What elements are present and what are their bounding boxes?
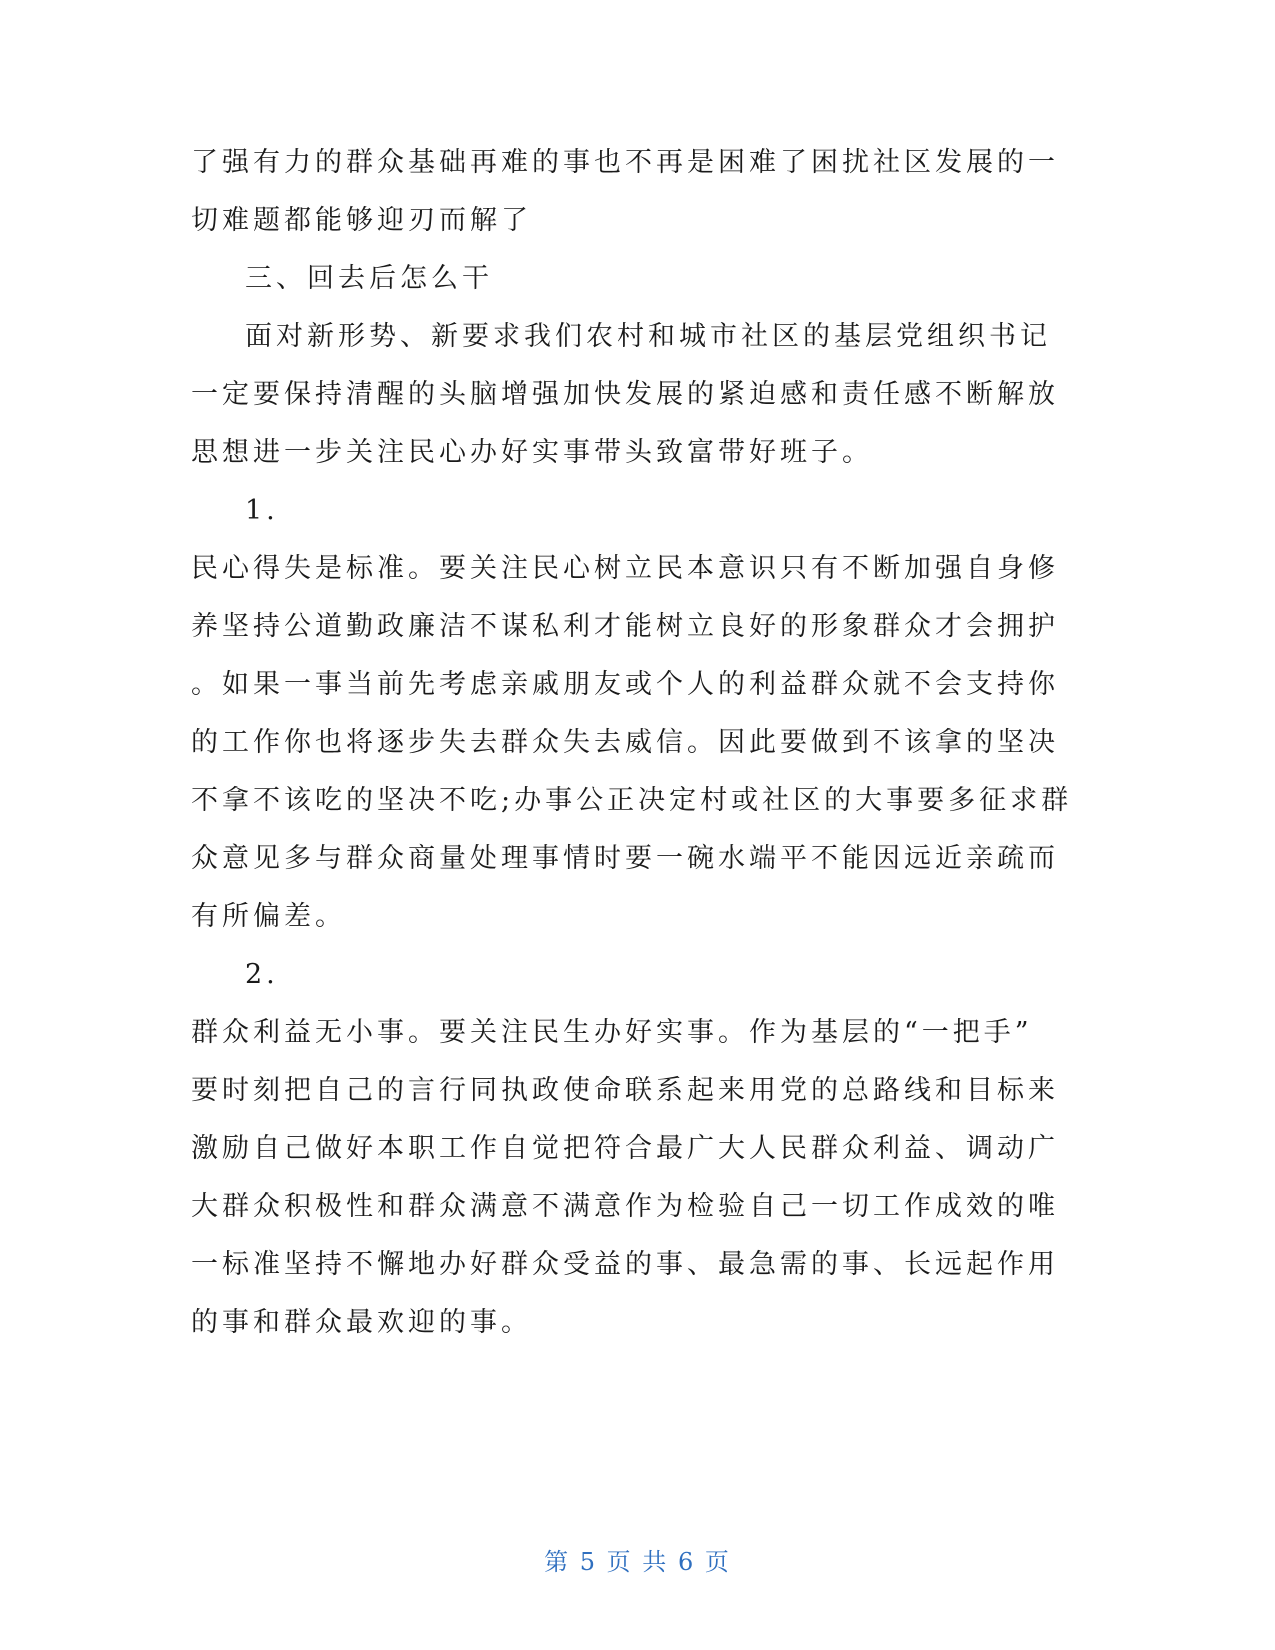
body-line: 一标准坚持不懈地办好群众受益的事、最急需的事、长远起作用 [191,1249,1059,1280]
body-line: 民心得失是标准。要关注民心树立民本意识只有不断加强自身修 [191,553,1059,584]
body-line: 不拿不该吃的坚决不吃;办事公正决定村或社区的大事要多征求群 [191,785,1073,816]
body-line: 思想进一步关注民心办好实事带头致富带好班子。 [191,437,873,468]
list-number: 2. [245,959,279,990]
body-line: 养坚持公道勤政廉洁不谋私利才能树立良好的形象群众才会拥护 [191,611,1059,642]
section-heading: 三、回去后怎么干 [245,263,493,294]
body-line: 众意见多与群众商量处理事情时要一碗水端平不能因远近亲疏而 [191,843,1059,874]
body-line: 了强有力的群众基础再难的事也不再是困难了困扰社区发展的一 [191,147,1059,178]
body-line: 群众利益无小事。要关注民生办好实事。作为基层的“一把手” [191,1017,1033,1048]
body-line: 的事和群众最欢迎的事。 [191,1307,532,1338]
body-line: 一定要保持清醒的头脑增强加快发展的紧迫感和责任感不断解放 [191,379,1059,410]
page-number-footer: 第 5 页 共 6 页 [544,1548,731,1576]
list-number: 1. [245,495,279,526]
body-line: 。如果一事当前先考虑亲戚朋友或个人的利益群众就不会支持你 [191,669,1059,700]
body-line: 大群众积极性和群众满意不满意作为检验自己一切工作成效的唯 [191,1191,1059,1222]
body-line: 的工作你也将逐步失去群众失去威信。因此要做到不该拿的坚决 [191,727,1059,758]
body-line: 激励自己做好本职工作自觉把符合最广大人民群众利益、调动广 [191,1133,1059,1164]
body-line: 切难题都能够迎刃而解了 [191,205,532,236]
body-line: 要时刻把自己的言行同执政使命联系起来用党的总路线和目标来 [191,1075,1059,1106]
body-line: 有所偏差。 [191,901,346,932]
body-line: 面对新形势、新要求我们农村和城市社区的基层党组织书记 [245,321,1051,352]
